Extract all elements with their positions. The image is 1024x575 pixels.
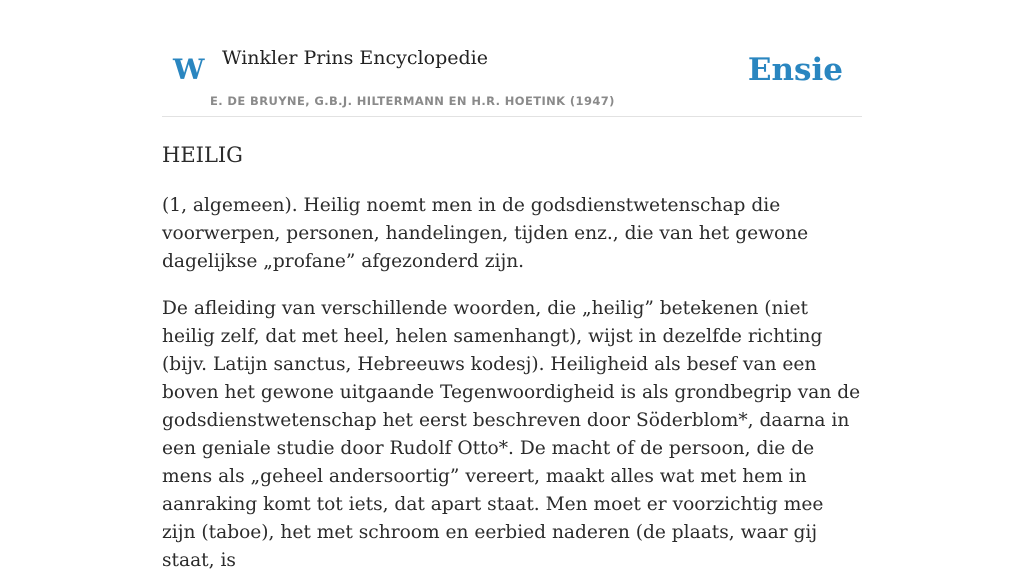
article-paragraph-1: (1, algemeen). Heilig noemt men in de godsdienstwetenschap die voorwerpen, personen, handelingen, tijden enz., die van het gewone dagelijkse „profane” afgezonderd zijn. xyxy=(162,195,809,272)
header xyxy=(162,0,862,117)
ensie-logo[interactable]: Ensie xyxy=(747,52,843,88)
winkler-prins-logo[interactable]: W xyxy=(173,53,205,86)
article-paragraph-2: De afleiding van verschillende woorden, die „heilig” betekenen (niet heilig zelf, dat met heel, helen samenhangt), wijst in dezelfde richting (bijv. Latijn sanctus, Hebreeuws kodesj). Heiligheid als besef van een boven het gewone uitgaande Tegenwoordigheid is als grondbegrip van de godsdienstwetenschap het eerst beschreven door Söderblom*, daarna in een geniale studie door Rudolf Otto*. De macht of de persoon, die de mens als „geheel andersoortig” vereert, maakt alles wat met hem in aanraking komt tot iets, dat apart staat. Men moet er voorzichtig mee zijn (taboe), het met schroom en eerbied naderen (de plaats, waar gij staat, is xyxy=(162,298,861,571)
article-headword: HEILIG xyxy=(162,143,243,167)
encyclopedia-title[interactable]: Winkler Prins Encyclopedie xyxy=(222,47,488,69)
article-content xyxy=(162,138,862,575)
authors-line: E. DE BRUYNE, G.B.J. HILTERMANN EN H.R. HOETINK (1947) xyxy=(210,94,615,108)
